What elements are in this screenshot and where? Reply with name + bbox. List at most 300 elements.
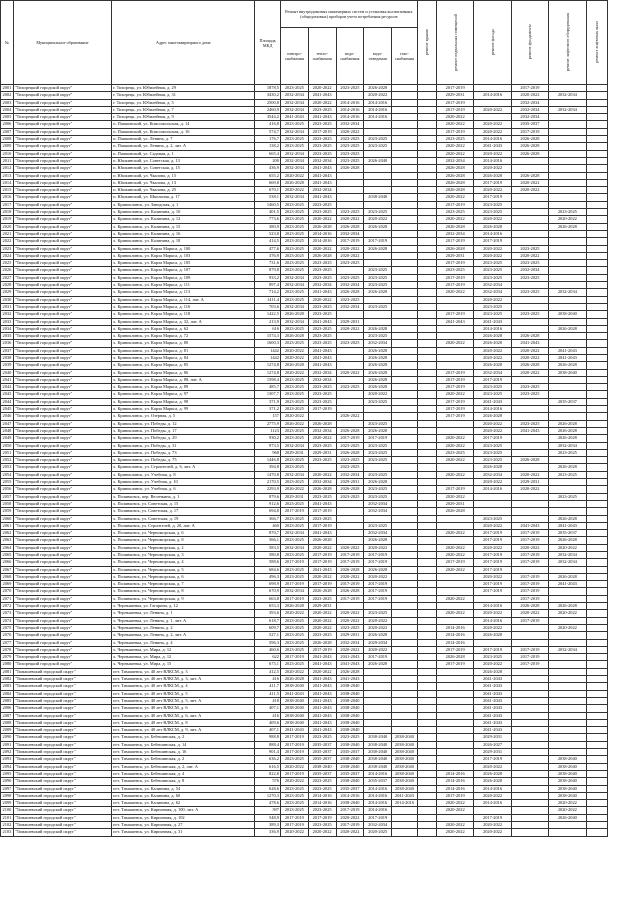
cell-elevator: 2035-2037 (549, 398, 586, 405)
cell-area: 389,3 (255, 821, 281, 828)
table-row (1, 814, 608, 821)
cell-row-number: 2071 (1, 595, 14, 602)
cell-gas (392, 712, 418, 719)
cell-foundation (511, 770, 548, 777)
cell-facade: 2041-2043 (474, 727, 511, 734)
cell-row-number: 2062 (1, 530, 14, 537)
cell-row-number: 2093 (1, 756, 14, 763)
cell-row-number: 2002 (1, 92, 14, 99)
cell-row-number: 2100 (1, 807, 14, 814)
cell-row-number: 2081 (1, 668, 14, 675)
cell-municipality: "Тихорецкий городской округ" (13, 530, 111, 537)
cell-gas (392, 544, 418, 551)
table-row (1, 282, 608, 289)
cell-foundation (511, 464, 548, 471)
cell-lift-shaft (586, 274, 607, 281)
cell-basement (436, 537, 473, 544)
cell-row-number: 2038 (1, 354, 14, 361)
cell-water: 2026-2028 (336, 486, 364, 493)
cell-roof (417, 179, 436, 186)
cell-address: х. Полянковск, ул. Советская, д. 15 (112, 500, 255, 507)
cell-heating: 2023-2025 (308, 442, 336, 449)
cell-area: 670,1 (255, 187, 281, 194)
cell-foundation: 2032-2034 (511, 114, 548, 121)
cell-drainage: 2032-2034 (364, 508, 392, 515)
table-row (1, 106, 608, 113)
cell-lift-shaft (586, 128, 607, 135)
cell-heating: 2023-2025 (308, 493, 336, 500)
cell-heating: 2026-2028 (308, 588, 336, 595)
cell-drainage: 2032-2034 (364, 530, 392, 537)
cell-lift-shaft (586, 252, 607, 259)
cell-row-number: 2009 (1, 143, 14, 150)
cell-drainage: 2026-2028 (364, 354, 392, 361)
cell-facade: 2020-2022 (474, 128, 511, 135)
cell-municipality: "Тимашевский городской округ" (13, 800, 111, 807)
cell-row-number: 2026 (1, 267, 14, 274)
cell-area: 616,5 (255, 763, 281, 770)
cell-water: 2017-2019 (336, 821, 364, 828)
table-row (1, 530, 608, 537)
cell-facade: 2014-2016 (474, 406, 511, 413)
cell-address: х. Кривоклинск, ул. Карла Маркса, д. 32, лит. А (112, 318, 255, 325)
cell-drainage: 2023-2025 (364, 471, 392, 478)
cell-municipality: "Тихорецкий городской округ" (13, 172, 111, 179)
cell-area: 1446,8 (255, 457, 281, 464)
cell-elevator (549, 128, 586, 135)
cell-water: 2038-2040 (336, 727, 364, 734)
cell-address: х. Кривоклинск, ул. Калинина, д. 10 (112, 209, 255, 216)
cell-drainage: 2026-2028 (364, 362, 392, 369)
cell-facade (474, 493, 511, 500)
cell-water (336, 398, 364, 405)
cell-basement (436, 617, 473, 624)
cell-address: х. Полянковск, ул. Черноморская, д. 8 (112, 537, 255, 544)
cell-roof (417, 566, 436, 573)
cell-address: пгт. Тимашевск, ул. Бебешинская, д. 2 (112, 756, 255, 763)
cell-row-number: 2007 (1, 128, 14, 135)
cell-water: 2023-2025 (336, 457, 364, 464)
cell-lift-shaft (586, 610, 607, 617)
cell-foundation (511, 165, 548, 172)
cell-roof (417, 617, 436, 624)
cell-foundation: 2032-2034 (511, 99, 548, 106)
cell-roof (417, 274, 436, 281)
cell-elevator: 2020-2022 (549, 544, 586, 551)
cell-address: х. Кривоклинск, ул. Калинина, д. 15 (112, 223, 255, 230)
cell-elevator: 2032-2034 (549, 646, 586, 653)
cell-lift-shaft (586, 632, 607, 639)
cell-basement: 2017-2019 (436, 413, 473, 420)
cell-gas (392, 340, 418, 347)
cell-gas (392, 552, 418, 559)
cell-roof (417, 800, 436, 807)
cell-elevator (549, 136, 586, 143)
cell-drainage: 2023-2025 (364, 457, 392, 464)
cell-drainage: 2023-2025 (364, 486, 392, 493)
cell-gas (392, 150, 418, 157)
cell-row-number: 2033 (1, 318, 14, 325)
cell-lift-shaft (586, 99, 607, 106)
cell-lift-shaft (586, 449, 607, 456)
cell-gas (392, 216, 418, 223)
cell-gas (392, 85, 418, 92)
cell-drainage: 2017-2019 (364, 435, 392, 442)
cell-basement: 2026-2028 (436, 187, 473, 194)
cell-drainage: 2026-2028 (364, 245, 392, 252)
cell-row-number: 2098 (1, 792, 14, 799)
cell-gas (392, 683, 418, 690)
cell-heating: 2026-2028 (308, 420, 336, 427)
cell-drainage: 2017-2019 (364, 559, 392, 566)
header-elevator: ремонт лифтового оборудования (564, 12, 570, 72)
cell-gas: 2038-2040 (392, 734, 418, 741)
cell-drainage (364, 150, 392, 157)
cell-lift-shaft (586, 603, 607, 610)
cell-drainage (364, 690, 392, 697)
cell-area: 394,8 (255, 464, 281, 471)
cell-area: 870,7 (255, 530, 281, 537)
cell-foundation (511, 829, 548, 836)
table-row (1, 85, 608, 92)
table-row (1, 209, 608, 216)
cell-water (336, 92, 364, 99)
cell-basement: 2017-2019 (436, 369, 473, 376)
cell-electricity: 2020-2022 (280, 187, 308, 194)
cell-heating: 2041-2043 (308, 172, 336, 179)
cell-elevator: 2032-2034 (549, 106, 586, 113)
cell-lift-shaft (586, 683, 607, 690)
cell-water: 2038-2040 (336, 778, 364, 785)
cell-municipality: "Тихорецкий городской округ" (13, 413, 111, 420)
cell-row-number: 2057 (1, 493, 14, 500)
cell-heating: 2032-2034 (308, 157, 336, 164)
cell-lift-shaft (586, 807, 607, 814)
cell-area: 574,7 (255, 128, 281, 135)
cell-row-number: 2052 (1, 457, 14, 464)
table-row (1, 712, 608, 719)
cell-facade: 2026-2028 (474, 333, 511, 340)
cell-municipality: "Тихорецкий городской округ" (13, 325, 111, 332)
cell-lift-shaft (586, 770, 607, 777)
cell-address: х. Полянковск, ул. Черноморская, д. 4 (112, 559, 255, 566)
cell-address: х. Чернышевка, ул. Ленина, д. 2 (112, 624, 255, 631)
cell-area: 2500,8 (255, 99, 281, 106)
cell-drainage: 2029-2034 (364, 639, 392, 646)
header-gas: газо-снабжения (392, 28, 418, 85)
cell-electricity: 2026-2028 (280, 311, 308, 318)
cell-drainage: 2014-2016 (364, 785, 392, 792)
cell-basement: 2020-2022 (436, 289, 473, 296)
cell-basement (436, 749, 473, 756)
cell-address: х. Чернышевка, ул. Ленина, д. 1, лит. А (112, 617, 255, 624)
cell-heating: 2017-2019 (308, 552, 336, 559)
cell-row-number: 2010 (1, 150, 14, 157)
cell-gas (392, 245, 418, 252)
cell-lift-shaft (586, 821, 607, 828)
cell-basement: 2026-2028 (436, 654, 473, 661)
cell-facade: 2026-2028 (474, 340, 511, 347)
cell-heating: 2023-2025 (308, 201, 336, 208)
cell-electricity: 2023-2025 (280, 252, 308, 259)
table-row (1, 406, 608, 413)
cell-foundation: 2026-2028 (511, 150, 548, 157)
cell-elevator (549, 690, 586, 697)
table-row (1, 114, 608, 121)
cell-roof (417, 595, 436, 602)
cell-facade (474, 85, 511, 92)
cell-lift-shaft (586, 369, 607, 376)
header-area: Площадь МКД (255, 1, 281, 85)
cell-water (336, 333, 364, 340)
cell-electricity: 2032-2034 (280, 530, 308, 537)
cell-lift-shaft (586, 814, 607, 821)
cell-municipality: "Тимашевский городской округ" (13, 778, 111, 785)
cell-facade: 2020-2022 (474, 573, 511, 580)
cell-drainage: 2023-2025 (364, 610, 392, 617)
cell-foundation: 2023-2025 (511, 391, 548, 398)
cell-heating: 2023-2025 (308, 150, 336, 157)
cell-lift-shaft (586, 654, 607, 661)
cell-municipality: "Тимашевский городской округ" (13, 741, 111, 748)
cell-drainage: 2020-2022 (364, 646, 392, 653)
cell-water: 2020-2022 (336, 610, 364, 617)
cell-basement: 2026-2028 (436, 508, 473, 515)
cell-row-number: 2001 (1, 85, 14, 92)
cell-roof (417, 391, 436, 398)
cell-row-number: 2022 (1, 238, 14, 245)
cell-row-number: 2003 (1, 99, 14, 106)
cell-row-number: 2065 (1, 552, 14, 559)
cell-area: 653,3 (255, 603, 281, 610)
cell-foundation (511, 442, 548, 449)
cell-drainage (364, 413, 392, 420)
cell-basement (436, 522, 473, 529)
cell-basement: 2017-2019 (436, 792, 473, 799)
cell-area: 1274,8 (255, 362, 281, 369)
cell-area: 616 (255, 325, 281, 332)
cell-water: 2026-2028 (336, 427, 364, 434)
cell-heating: 2029-2031 (308, 603, 336, 610)
cell-basement: 2026-2028 (436, 223, 473, 230)
cell-gas (392, 690, 418, 697)
cell-address: х. Кривоклинск, ул. Карла Маркса, д. 62 (112, 325, 255, 332)
cell-foundation: 2026-2028 (511, 333, 548, 340)
cell-gas (392, 500, 418, 507)
cell-electricity: 2023-2025 (280, 376, 308, 383)
table-row (1, 566, 608, 573)
cell-address: х. Кривоклинск, ул. Карла Маркса, д. 100 (112, 245, 255, 252)
cell-gas (392, 165, 418, 172)
cell-elevator (549, 303, 586, 310)
cell-drainage (364, 260, 392, 267)
cell-gas (392, 566, 418, 573)
cell-municipality: "Тихорецкий городской округ" (13, 106, 111, 113)
cell-row-number: 2061 (1, 522, 14, 529)
cell-elevator (549, 121, 586, 128)
cell-basement: 2020-2022 (436, 807, 473, 814)
cell-roof (417, 479, 436, 486)
cell-address: х. Кривоклинск, ул. Карла Маркса, д. 111 (112, 282, 255, 289)
table-row (1, 588, 608, 595)
cell-drainage: 2023-2025 (364, 136, 392, 143)
cell-water (336, 420, 364, 427)
cell-heating: 2023-2025 (308, 209, 336, 216)
cell-water: 2020-2022 (336, 814, 364, 821)
cell-roof (417, 581, 436, 588)
cell-lift-shaft (586, 705, 607, 712)
table-row (1, 727, 608, 734)
cell-elevator (549, 274, 586, 281)
cell-area: 609,7 (255, 624, 281, 631)
cell-foundation (511, 697, 548, 704)
cell-lift-shaft (586, 150, 607, 157)
cell-area: 371,9 (255, 398, 281, 405)
cell-drainage: 2023-2025 (364, 209, 392, 216)
cell-area: 2293,9 (255, 486, 281, 493)
cell-municipality: "Тимашевский городской округ" (13, 814, 111, 821)
cell-foundation: 2020-2022 (511, 92, 548, 99)
cell-foundation: 2026-2028 (511, 136, 548, 143)
table-row (1, 749, 608, 756)
cell-address: х. Полянковск, ул. Советская, д. 19 (112, 515, 255, 522)
cell-area: 2775,9 (255, 420, 281, 427)
cell-heating: 2026-2028 (308, 537, 336, 544)
cell-water (336, 537, 364, 544)
cell-drainage: 2026-2028 (364, 85, 392, 92)
cell-basement: 2032-2034 (436, 230, 473, 237)
cell-facade: 2020-2022 (474, 187, 511, 194)
table-row (1, 267, 608, 274)
cell-facade: 2020-2022 (474, 821, 511, 828)
cell-heating: 2020-2022 (308, 245, 336, 252)
cell-heating: 2035-2037 (308, 741, 336, 748)
cell-area: 1460,5 (255, 201, 281, 208)
cell-foundation (511, 500, 548, 507)
cell-drainage (364, 172, 392, 179)
cell-elevator: 2038-2040 (549, 311, 586, 318)
cell-elevator (549, 245, 586, 252)
cell-electricity: 2032-2034 (280, 194, 308, 201)
cell-heating: 2014-2016 (308, 238, 336, 245)
cell-row-number: 2021 (1, 230, 14, 237)
cell-facade: 2014-2016 (474, 603, 511, 610)
cell-elevator: 2026-2028 (549, 427, 586, 434)
cell-heating: 2023-2025 (308, 807, 336, 814)
cell-area: 912,6 (255, 500, 281, 507)
cell-heating: 2035-2037 (308, 749, 336, 756)
cell-address: п. Пашковский, ул. Садовая, д. 1 (112, 150, 255, 157)
cell-elevator (549, 661, 586, 668)
table-row (1, 829, 608, 836)
cell-municipality: "Тимашевский городской округ" (13, 829, 111, 836)
cell-electricity: 2020-2022 (280, 354, 308, 361)
cell-foundation: 2020-2022 (511, 544, 548, 551)
header-electricity: электро-снабжения (280, 28, 308, 85)
cell-electricity: 2023-2025 (280, 325, 308, 332)
cell-area: 675,1 (255, 661, 281, 668)
cell-lift-shaft (586, 792, 607, 799)
cell-basement (436, 690, 473, 697)
cell-municipality: "Тихорецкий городской округ" (13, 398, 111, 405)
cell-gas (392, 530, 418, 537)
cell-row-number: 2025 (1, 260, 14, 267)
cell-gas (392, 114, 418, 121)
table-row (1, 201, 608, 208)
cell-lift-shaft (586, 566, 607, 573)
cell-area: 566,1 (255, 537, 281, 544)
cell-address: х. Кривоклинск, ул. Заводская, д. 1 (112, 201, 255, 208)
cell-elevator: 2026-2028 (549, 464, 586, 471)
cell-facade: 2017-2019 (474, 537, 511, 544)
cell-roof (417, 588, 436, 595)
cell-foundation: 2020-2022 (511, 486, 548, 493)
cell-foundation (511, 157, 548, 164)
cell-address: х. Полянковск, ул. Советская, д. 17 (112, 508, 255, 515)
cell-water (336, 376, 364, 383)
cell-municipality: "Тимашевский городской округ" (13, 785, 111, 792)
cell-water: 2035-2037 (336, 770, 364, 777)
cell-drainage (364, 187, 392, 194)
cell-row-number: 2095 (1, 770, 14, 777)
cell-basement: 2017-2019 (436, 128, 473, 135)
cell-row-number: 2014 (1, 179, 14, 186)
cell-electricity: 2038-2040 (280, 705, 308, 712)
cell-gas (392, 435, 418, 442)
cell-heating: 2041-2043 (308, 362, 336, 369)
table-row (1, 479, 608, 486)
cell-area: 460 (255, 522, 281, 529)
cell-area: 414,5 (255, 238, 281, 245)
cell-row-number: 2072 (1, 603, 14, 610)
cell-row-number: 2049 (1, 435, 14, 442)
cell-drainage: 2023-2025 (364, 282, 392, 289)
cell-row-number: 2097 (1, 785, 14, 792)
cell-electricity: 2020-2022 (280, 413, 308, 420)
cell-foundation: 2020-2022 (511, 610, 548, 617)
cell-elevator: 2026-2028 (549, 515, 586, 522)
cell-water: 2017-2019 (336, 595, 364, 602)
cell-address: х. Кривоклинск, ул. Победы, д. 31 (112, 442, 255, 449)
cell-municipality: "Тихорецкий городской округ" (13, 486, 111, 493)
cell-roof (417, 639, 436, 646)
cell-electricity: 2023-2025 (280, 807, 308, 814)
cell-lift-shaft (586, 552, 607, 559)
cell-drainage: 2017-2019 (364, 588, 392, 595)
cell-row-number: 2058 (1, 500, 14, 507)
cell-heating: 2023-2025 (308, 143, 336, 150)
cell-row-number: 2101 (1, 814, 14, 821)
cell-drainage (364, 179, 392, 186)
cell-roof (417, 303, 436, 310)
cell-facade: 2014-2016 (474, 785, 511, 792)
cell-area: 407,1 (255, 705, 281, 712)
cell-heating: 2041-2043 (308, 661, 336, 668)
cell-foundation: 2020-2022 (511, 369, 548, 376)
cell-municipality: "Тихорецкий городской округ" (13, 420, 111, 427)
cell-address: х. Кривоклинск, ул. Учебная, д. 10 (112, 479, 255, 486)
cell-water: 2020-2022 (336, 252, 364, 259)
cell-heating: 2023-2025 (308, 384, 336, 391)
cell-roof (417, 749, 436, 756)
cell-heating: 2017-2019 (308, 814, 336, 821)
cell-water: 2020-2022 (336, 128, 364, 135)
cell-electricity: 2023-2025 (280, 573, 308, 580)
cell-electricity: 2020-2022 (280, 829, 308, 836)
cell-foundation (511, 216, 548, 223)
cell-roof (417, 354, 436, 361)
cell-roof (417, 515, 436, 522)
